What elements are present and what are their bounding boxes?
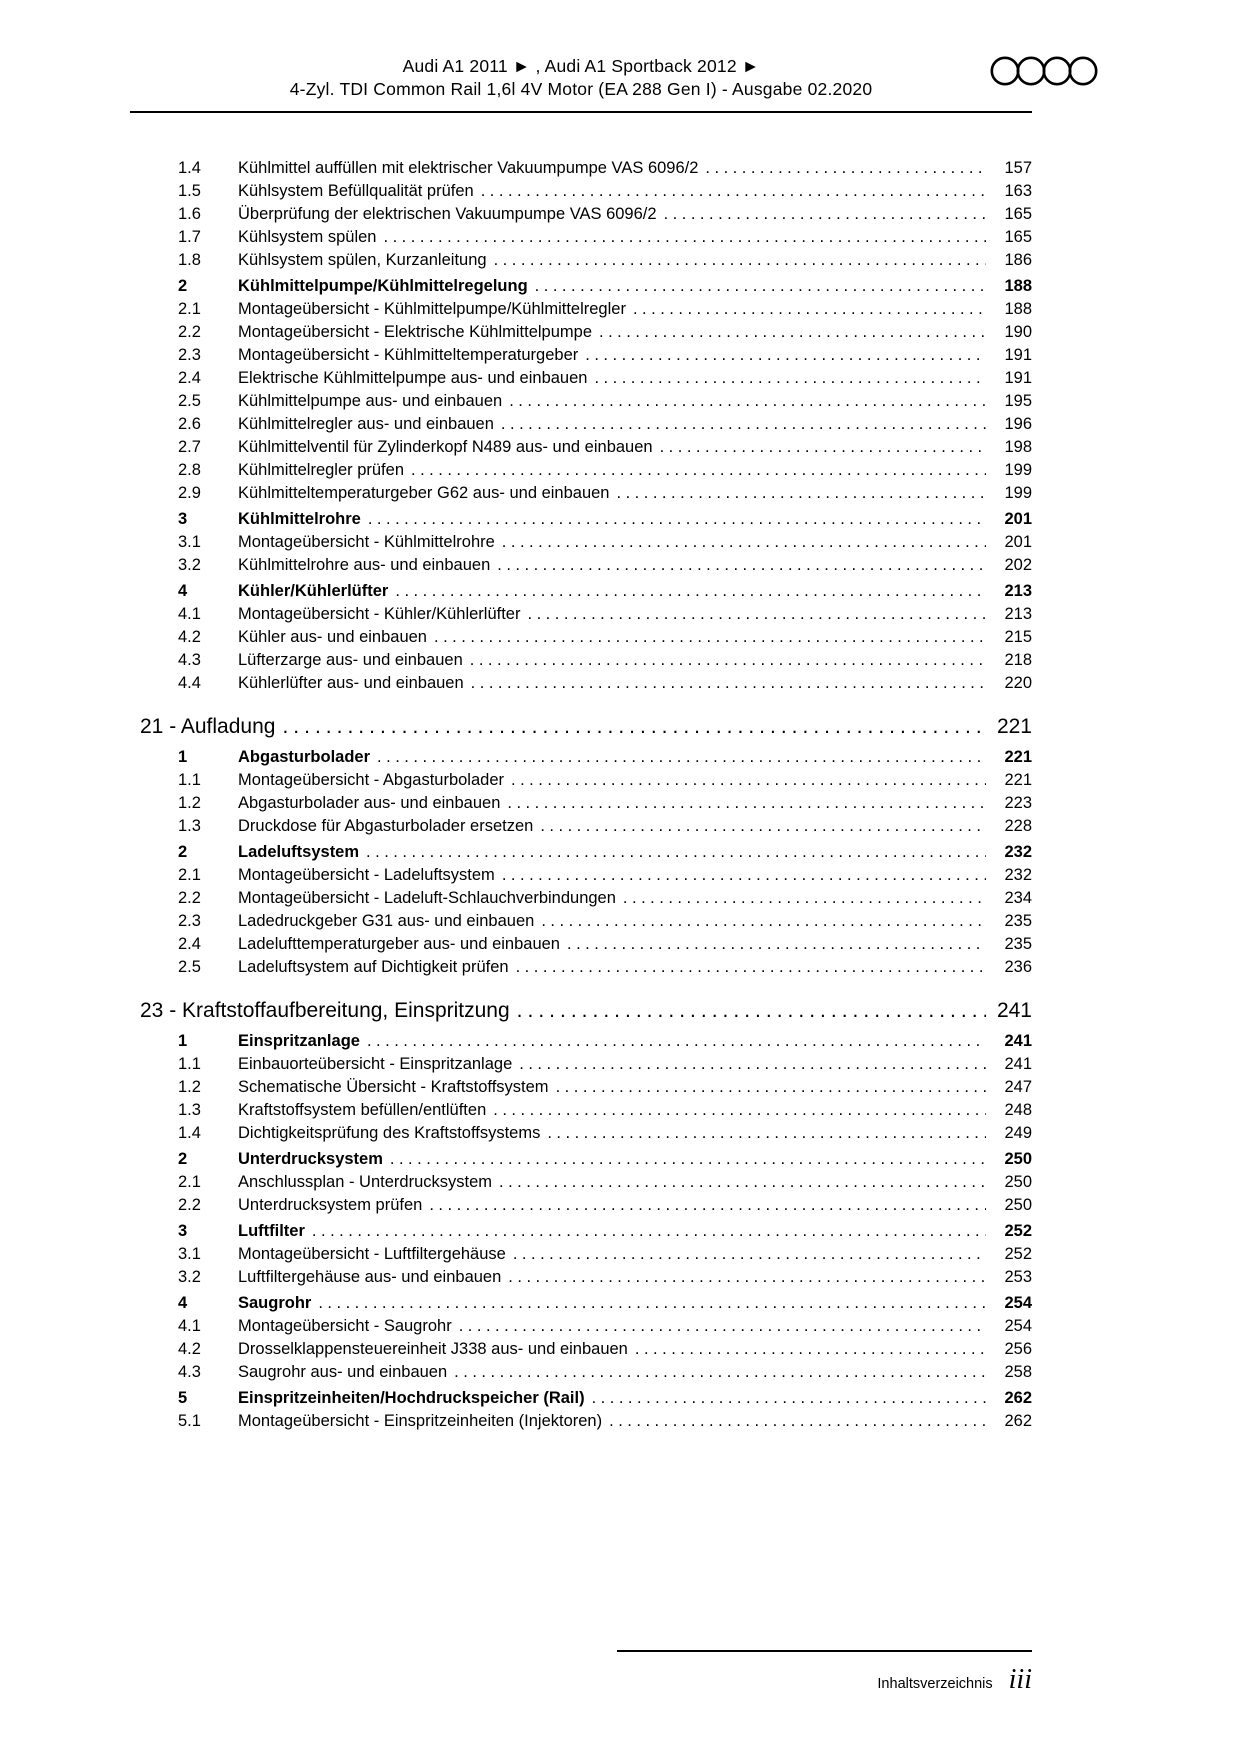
toc-entry-title: Ladelufttemperaturgeber aus- und einbauen <box>238 935 560 953</box>
toc-entry-number: 2.7 <box>178 438 201 456</box>
dotted-leader <box>599 321 986 344</box>
toc-entry-row <box>130 815 1032 838</box>
toc-entry-number: 2.5 <box>178 392 201 410</box>
toc-entry-title: Kühlmittel auffüllen mit elektrischer Vakuumpumpe VAS 6096/2 <box>238 159 699 177</box>
toc-page-number: 236 <box>1004 958 1032 976</box>
toc-entry-number: 3 <box>178 510 188 528</box>
dotted-leader <box>609 1410 986 1433</box>
dotted-leader <box>664 203 986 226</box>
toc-entry-title: Kühlmittelpumpe aus- und einbauen <box>238 392 503 410</box>
dotted-leader <box>481 180 986 203</box>
dotted-leader <box>493 1099 986 1122</box>
toc-page-number: 262 <box>1004 1412 1032 1430</box>
toc-entry-number: 1.7 <box>178 228 201 246</box>
toc-entry-number: 2.3 <box>178 912 201 930</box>
toc-entry-title: Montageübersicht - Saugrohr <box>238 1317 452 1335</box>
toc-page-number: 234 <box>1004 889 1032 907</box>
toc-entry-title: Kühlsystem spülen <box>238 228 377 246</box>
toc-entry-row <box>130 1220 1032 1243</box>
toc-entry-row <box>130 1053 1032 1076</box>
dotted-leader <box>616 482 986 505</box>
toc-page-number: 191 <box>1004 346 1032 364</box>
dotted-leader <box>507 792 986 815</box>
header-model-line: Audi A1 2011 ► , Audi A1 Sportback 2012 ► <box>402 56 760 76</box>
page-footer <box>617 1650 1032 1694</box>
toc-page-number: 254 <box>1004 1317 1032 1335</box>
dotted-leader <box>497 554 986 577</box>
toc-page-number: 254 <box>1004 1294 1032 1312</box>
toc-entry-number: 2.3 <box>178 346 201 364</box>
toc-entry-row <box>130 531 1032 554</box>
toc-page-number: 250 <box>1004 1150 1032 1168</box>
toc-page-number: 188 <box>1004 300 1032 318</box>
toc-entry-number: 1.3 <box>178 817 201 835</box>
dotted-leader <box>318 1292 986 1315</box>
toc-entry-title: Kühlmitteltemperaturgeber G62 aus- und einbauen <box>238 484 610 502</box>
toc-entry-number: 2.2 <box>178 1196 201 1214</box>
toc-page-number: 213 <box>1004 582 1032 600</box>
toc-entry-row <box>130 1122 1032 1145</box>
toc-entry-title: Elektrische Kühlmittelpumpe aus- und einbauen <box>238 369 588 387</box>
toc-entry-row <box>130 580 1032 603</box>
toc-entry-title: Montageübersicht - Ladeluftsystem <box>238 866 495 884</box>
toc-entry-number: 1.6 <box>178 205 201 223</box>
toc-entry-title: Kühlmittelventil für Zylinderkopf N489 aus- und einbauen <box>238 438 653 456</box>
toc-page-number: 249 <box>1004 1124 1032 1142</box>
toc-entry-number: 3.2 <box>178 556 201 574</box>
toc-entry-title: Kühlsystem spülen, Kurzanleitung <box>238 251 487 269</box>
toc-entry-row <box>130 1266 1032 1289</box>
dotted-leader <box>411 459 986 482</box>
toc-page-number: 256 <box>1004 1340 1032 1358</box>
toc-page-number: 252 <box>1004 1245 1032 1263</box>
toc-entry-number: 2.1 <box>178 1173 201 1191</box>
toc-entry-number: 2 <box>178 277 188 295</box>
toc-entry-title: Ladeluftsystem <box>238 843 360 861</box>
toc-entry-row <box>130 482 1032 505</box>
toc-entry-row <box>130 792 1032 815</box>
toc-entry-number: 2.9 <box>178 484 201 502</box>
toc-entry-row <box>130 649 1032 672</box>
toc-entry-number: 1.2 <box>178 794 201 812</box>
toc-entry-title: Ladeluftsystem auf Dichtigkeit prüfen <box>238 958 509 976</box>
toc-entry-row <box>130 672 1032 695</box>
toc-entry-row <box>130 956 1032 979</box>
toc-entry-row <box>130 1387 1032 1410</box>
toc-entry-title: Unterdrucksystem prüfen <box>238 1196 423 1214</box>
toc-entry-number: 4.2 <box>178 628 201 646</box>
toc-page-number: 201 <box>1004 510 1032 528</box>
toc-entry-number: 5 <box>178 1389 188 1407</box>
dotted-leader <box>282 712 986 742</box>
toc-entry-row <box>130 887 1032 910</box>
toc-entry-row <box>130 249 1032 272</box>
toc-entry-title: Kühlerlüfter aus- und einbauen <box>238 674 464 692</box>
toc-entry-row <box>130 769 1032 792</box>
toc-page-number: 250 <box>1004 1173 1032 1191</box>
toc-page-number: 250 <box>1004 1196 1032 1214</box>
dotted-leader <box>556 1076 986 1099</box>
toc-entry-number: 1.3 <box>178 1101 201 1119</box>
toc-entry-row <box>130 1076 1032 1099</box>
toc-page-number: 196 <box>1004 415 1032 433</box>
toc-entry-row <box>130 203 1032 226</box>
dotted-leader <box>527 603 986 626</box>
toc-entry-number: 2.6 <box>178 415 201 433</box>
dotted-leader <box>592 1387 986 1410</box>
toc-entry-number: 1 <box>178 1032 188 1050</box>
toc-entry-row <box>130 508 1032 531</box>
toc-entry-row <box>130 1361 1032 1384</box>
page-header <box>130 55 1032 113</box>
toc-entry-row <box>130 1099 1032 1122</box>
toc-page-number: 163 <box>1004 182 1032 200</box>
toc-page-number: 223 <box>1004 794 1032 812</box>
toc-page-number: 232 <box>1004 843 1032 861</box>
toc-entry-number: 4 <box>178 582 188 600</box>
toc-entry-row <box>130 390 1032 413</box>
toc-entry-title: Luftfiltergehäuse aus- und einbauen <box>238 1268 502 1286</box>
toc-entry-row <box>130 841 1032 864</box>
header-divider <box>130 111 1032 113</box>
toc-entry-number: 2.4 <box>178 935 201 953</box>
toc-page-number: 241 <box>1004 1055 1032 1073</box>
toc-entry-title: Lüfterzarge aus- und einbauen <box>238 651 463 669</box>
toc-entry-title: Montageübersicht - Elektrische Kühlmittelpumpe <box>238 323 593 341</box>
toc-entry-number: 1.2 <box>178 1078 201 1096</box>
toc-entry-title: Überprüfung der elektrischen Vakuumpumpe VAS 6096/2 <box>238 205 657 223</box>
toc-entry-number: 2.5 <box>178 958 201 976</box>
toc-entry-number: 1.8 <box>178 251 201 269</box>
toc-entry-number: 3.1 <box>178 1245 201 1263</box>
toc-entry-title: Kühlsystem Befüllqualität prüfen <box>238 182 474 200</box>
dotted-leader <box>660 436 986 459</box>
toc-entry-number: 1.5 <box>178 182 201 200</box>
toc-entry-title: Anschlussplan - Unterdrucksystem <box>238 1173 493 1191</box>
toc-entry-title: Montageübersicht - Kühler/Kühlerlüfter <box>238 605 521 623</box>
toc-entry-number: 4.4 <box>178 674 201 692</box>
toc-entry-row <box>130 1410 1032 1433</box>
toc-entry-number: 2.2 <box>178 323 201 341</box>
toc-page-number: 241 <box>996 999 1032 1022</box>
toc-entry-row <box>130 1243 1032 1266</box>
toc-entry-title: Montageübersicht - Ladeluft-Schlauchverbindungen <box>238 889 616 907</box>
toc-entry-title: Kühlmittelregler aus- und einbauen <box>238 415 494 433</box>
toc-entry-row <box>130 367 1032 390</box>
dotted-leader <box>509 390 986 413</box>
toc-entry-title: Unterdrucksystem <box>238 1150 383 1168</box>
toc-page-number: 241 <box>1004 1032 1032 1050</box>
toc-entry-title: Montageübersicht - Kühlmittelpumpe/Kühlmittelregler <box>238 300 626 318</box>
toc-page-number: 165 <box>1004 205 1032 223</box>
toc-entry-number: 4.1 <box>178 605 201 623</box>
toc-entry-row <box>130 1171 1032 1194</box>
toc <box>130 157 1032 1433</box>
toc-entry-number: 3 <box>178 1222 188 1240</box>
dotted-leader <box>540 815 986 838</box>
toc-page-number: 258 <box>1004 1363 1032 1381</box>
toc-page-number: 190 <box>1004 323 1032 341</box>
toc-entry-title: Kühlmittelpumpe/Kühlmittelregelung <box>238 277 528 295</box>
dotted-leader <box>585 344 986 367</box>
toc-entry-row <box>130 1030 1032 1053</box>
dotted-leader <box>513 1243 986 1266</box>
toc-page-number: 201 <box>1004 533 1032 551</box>
toc-entry-title: Saugrohr <box>238 1294 312 1312</box>
toc-page-number: 215 <box>1004 628 1032 646</box>
toc-page-number: 202 <box>1004 556 1032 574</box>
toc-entry-row <box>130 1194 1032 1217</box>
toc-entry-title: Kühlmittelrohre <box>238 510 361 528</box>
toc-entry-number: 4.2 <box>178 1340 201 1358</box>
toc-entry-title: Schematische Übersicht - Kraftstoffsystem <box>238 1078 549 1096</box>
toc-entry-number: 1.4 <box>178 159 201 177</box>
toc-entry-number: 4.3 <box>178 651 201 669</box>
dotted-leader <box>516 956 986 979</box>
toc-page-number: 232 <box>1004 866 1032 884</box>
toc-entry-number: 2.1 <box>178 300 201 318</box>
toc-entry-title: 23 - Kraftstoffaufbereitung, Einspritzung <box>140 999 510 1022</box>
audi-rings-logo <box>990 53 1100 89</box>
toc-entry-title: Einspritzanlage <box>238 1032 360 1050</box>
dotted-leader <box>312 1220 986 1243</box>
toc-page-number: 262 <box>1004 1389 1032 1407</box>
toc-page-number: 220 <box>1004 674 1032 692</box>
toc-entry-row <box>130 157 1032 180</box>
dotted-leader <box>366 841 986 864</box>
dotted-leader <box>517 996 986 1026</box>
toc-entry-number: 5.1 <box>178 1412 201 1430</box>
dotted-leader <box>384 226 987 249</box>
toc-entry-row <box>130 626 1032 649</box>
toc-page-number: 252 <box>1004 1222 1032 1240</box>
toc-entry-number: 1 <box>178 748 188 766</box>
toc-entry-number: 4 <box>178 1294 188 1312</box>
toc-chapter-row <box>130 712 1032 742</box>
toc-entry-number: 2.1 <box>178 866 201 884</box>
dotted-leader <box>594 367 986 390</box>
dotted-leader <box>511 769 986 792</box>
toc-entry-row <box>130 933 1032 956</box>
toc-entry-number: 2.2 <box>178 889 201 907</box>
dotted-leader <box>470 649 986 672</box>
dotted-leader <box>459 1315 986 1338</box>
toc-entry-row <box>130 436 1032 459</box>
toc-entry-title: Drosselklappensteuereinheit J338 aus- und einbauen <box>238 1340 628 1358</box>
toc-entry-row <box>130 1315 1032 1338</box>
dotted-leader <box>501 413 986 436</box>
toc-entry-row <box>130 180 1032 203</box>
toc-entry-title: Saugrohr aus- und einbauen <box>238 1363 448 1381</box>
toc-page-number: 191 <box>1004 369 1032 387</box>
toc-entry-title: Ladedruckgeber G31 aus- und einbauen <box>238 912 535 930</box>
toc-page-number: 195 <box>1004 392 1032 410</box>
dotted-leader <box>502 531 986 554</box>
toc-entry-row <box>130 910 1032 933</box>
dotted-leader <box>502 864 986 887</box>
toc-entry-number: 3.1 <box>178 533 201 551</box>
toc-entry-title: Abgasturbolader <box>238 748 371 766</box>
dotted-leader <box>547 1122 986 1145</box>
dotted-leader <box>535 275 986 298</box>
dotted-leader <box>519 1053 986 1076</box>
header-engine-line: 4-Zyl. TDI Common Rail 1,6l 4V Motor (EA 288 Gen I) - Ausgabe 02.2020 <box>289 79 873 99</box>
toc-entry-number: 1.1 <box>178 771 201 789</box>
toc-page-number: 248 <box>1004 1101 1032 1119</box>
toc-entry-row <box>130 554 1032 577</box>
dotted-leader <box>377 746 986 769</box>
toc-entry-row <box>130 413 1032 436</box>
dotted-leader <box>705 157 986 180</box>
toc-entry-title: Kühler aus- und einbauen <box>238 628 427 646</box>
dotted-leader <box>368 508 986 531</box>
toc-entry-number: 2.4 <box>178 369 201 387</box>
dotted-leader <box>429 1194 986 1217</box>
toc-entry-title: Druckdose für Abgasturbolader ersetzen <box>238 817 534 835</box>
toc-entry-row <box>130 746 1032 769</box>
dotted-leader <box>508 1266 986 1289</box>
toc-page-number: 157 <box>1004 159 1032 177</box>
dotted-leader <box>633 298 986 321</box>
dotted-leader <box>623 887 986 910</box>
toc-entry-number: 4.1 <box>178 1317 201 1335</box>
toc-entry-number: 4.3 <box>178 1363 201 1381</box>
toc-page-number: 228 <box>1004 817 1032 835</box>
toc-page-number: 247 <box>1004 1078 1032 1096</box>
toc-entry-row <box>130 344 1032 367</box>
toc-entry-row <box>130 298 1032 321</box>
toc-page-number: 235 <box>1004 935 1032 953</box>
dotted-leader <box>434 626 986 649</box>
toc-entry-title: Montageübersicht - Einspritzeinheiten (Injektoren) <box>238 1412 603 1430</box>
toc-page-number: 253 <box>1004 1268 1032 1286</box>
dotted-leader <box>541 910 986 933</box>
toc-chapter-row <box>130 996 1032 1026</box>
toc-entry-number: 1.1 <box>178 1055 201 1073</box>
toc-entry-title: 21 - Aufladung <box>140 715 276 738</box>
toc-page-number: 198 <box>1004 438 1032 456</box>
toc-entry-title: Kühlmittelrohre aus- und einbauen <box>238 556 491 574</box>
dotted-leader <box>367 1030 986 1053</box>
dotted-leader <box>390 1148 986 1171</box>
dotted-leader <box>567 933 986 956</box>
toc-entry-number: 1.4 <box>178 1124 201 1142</box>
dotted-leader <box>494 249 986 272</box>
toc-entry-number: 2 <box>178 843 188 861</box>
footer-section-label: Inhaltsverzeichnis <box>877 1676 993 1692</box>
toc-page-number: 186 <box>1004 251 1032 269</box>
toc-entry-title: Einbauorteübersicht - Einspritzanlage <box>238 1055 513 1073</box>
toc-entry-title: Dichtigkeitsprüfung des Kraftstoffsystems <box>238 1124 541 1142</box>
toc-entry-title: Luftfilter <box>238 1222 305 1240</box>
toc-entry-title: Abgasturbolader aus- und einbauen <box>238 794 501 812</box>
toc-entry-title: Montageübersicht - Kühlmittelrohre <box>238 533 495 551</box>
toc-entry-row <box>130 459 1032 482</box>
dotted-leader <box>499 1171 986 1194</box>
toc-entry-row <box>130 864 1032 887</box>
toc-entry-title: Kühlmittelregler prüfen <box>238 461 404 479</box>
toc-entry-title: Montageübersicht - Kühlmitteltemperaturgeber <box>238 346 579 364</box>
toc-entry-row <box>130 603 1032 626</box>
toc-page-number: 213 <box>1004 605 1032 623</box>
toc-entry-number: 3.2 <box>178 1268 201 1286</box>
dotted-leader <box>454 1361 986 1384</box>
toc-entry-row <box>130 1338 1032 1361</box>
toc-entry-row <box>130 1292 1032 1315</box>
toc-entry-row <box>130 1148 1032 1171</box>
footer-page-number: iii <box>1008 1664 1032 1695</box>
toc-entry-title: Kühler/Kühlerlüfter <box>238 582 389 600</box>
toc-page-number: 199 <box>1004 484 1032 502</box>
toc-entry-title: Montageübersicht - Abgasturbolader <box>238 771 504 789</box>
toc-entry-row <box>130 226 1032 249</box>
toc-page-number: 235 <box>1004 912 1032 930</box>
toc-entry-title: Montageübersicht - Luftfiltergehäuse <box>238 1245 506 1263</box>
dotted-leader <box>635 1338 986 1361</box>
toc-page-number: 199 <box>1004 461 1032 479</box>
toc-page-number: 221 <box>1004 771 1032 789</box>
dotted-leader <box>395 580 986 603</box>
toc-entry-row <box>130 321 1032 344</box>
toc-entry-title: Kraftstoffsystem befüllen/entlüften <box>238 1101 487 1119</box>
toc-entry-title: Einspritzeinheiten/Hochdruckspeicher (Rail) <box>238 1389 585 1407</box>
dotted-leader <box>471 672 986 695</box>
toc-entry-number: 2 <box>178 1150 188 1168</box>
toc-page-number: 218 <box>1004 651 1032 669</box>
toc-page-number: 221 <box>1004 748 1032 766</box>
toc-page-number: 188 <box>1004 277 1032 295</box>
toc-entry-number: 2.8 <box>178 461 201 479</box>
toc-page-number: 221 <box>996 715 1032 738</box>
toc-page-number: 165 <box>1004 228 1032 246</box>
toc-entry-row <box>130 275 1032 298</box>
